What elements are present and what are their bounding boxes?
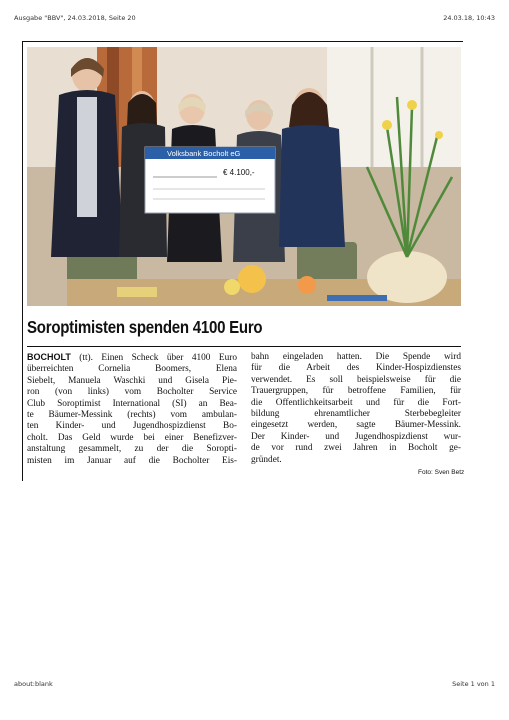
- text-line: Siebelt, Manuela Waschki und Gisela Pie-: [27, 375, 237, 386]
- text-line: bahn eingeladen hatten. Die Spende wird: [251, 352, 461, 362]
- text-line: für die Arbeit des Kinder-Hospizdienstes: [251, 363, 461, 374]
- text-line: die Öffentlichkeitsarbeit und für die Fort-: [251, 397, 461, 408]
- photo-illustration: [27, 47, 461, 306]
- text-line: verwendet. Es soll beispielsweise für die: [251, 374, 461, 385]
- article-photo: [27, 47, 461, 306]
- text-line: überreichten Cornelia Boomers, Elena: [27, 364, 237, 375]
- text-line: bildung ehrenamtlicher Sterbebegleiter: [251, 409, 461, 420]
- article-dateline: BOCHOLT: [27, 352, 71, 362]
- article-column-right: [251, 352, 461, 466]
- headline-divider: [27, 346, 461, 347]
- cheque-amount: € 4.100,-: [223, 168, 255, 177]
- text-line: gründet.: [251, 454, 282, 465]
- text-line: Club Soroptimist International (SI) an Bea-: [27, 398, 237, 409]
- print-header-source: Ausgabe "BBV", 24.03.2018, Seite 20: [14, 14, 136, 22]
- print-footer: [14, 680, 495, 690]
- article-headline: Soroptimisten spenden 4100 Euro: [27, 317, 263, 337]
- article-column-left: [27, 352, 237, 467]
- print-footer-page: Seite 1 von 1: [452, 680, 495, 688]
- text-line: de vor rund zwei Jahren in Bocholt ge-: [251, 443, 461, 454]
- text-line: te Bäumer-Messink (rechts) vom ambulan-: [27, 410, 237, 421]
- cheque-bank-name: Volksbank Bocholt eG: [167, 149, 241, 158]
- photo-credit: Foto: Sven Betz: [418, 469, 465, 476]
- text-line: ten Kinder- und Jugendhospizdienst Bo-: [27, 421, 237, 432]
- print-header-datetime: 24.03.18, 10:43: [443, 14, 495, 22]
- text-line: Trauergruppen, für betroffene Familien, für: [251, 386, 461, 397]
- text-line: anstaltung gesammelt, zu der die Soropti-: [27, 444, 237, 455]
- text-line: cholt. Das Geld wurde bei einer Benefizver-: [27, 432, 237, 443]
- cheque: [145, 147, 275, 213]
- text-line: BOCHOLT (tt). Einen Scheck über 4100 Euro: [27, 352, 237, 363]
- text-line: eingesetzt werden, sagte Bäumer-Messink.: [251, 420, 461, 431]
- text-line: ron (von links) vom Bocholter Service: [27, 387, 237, 398]
- text-line: misten im Januar auf die Bocholter Eis-: [27, 455, 237, 466]
- text-line: Der Kinder- und Jugendhospizdienst wur-: [251, 431, 461, 442]
- print-footer-url: about:blank: [14, 680, 53, 688]
- print-header: [14, 14, 495, 24]
